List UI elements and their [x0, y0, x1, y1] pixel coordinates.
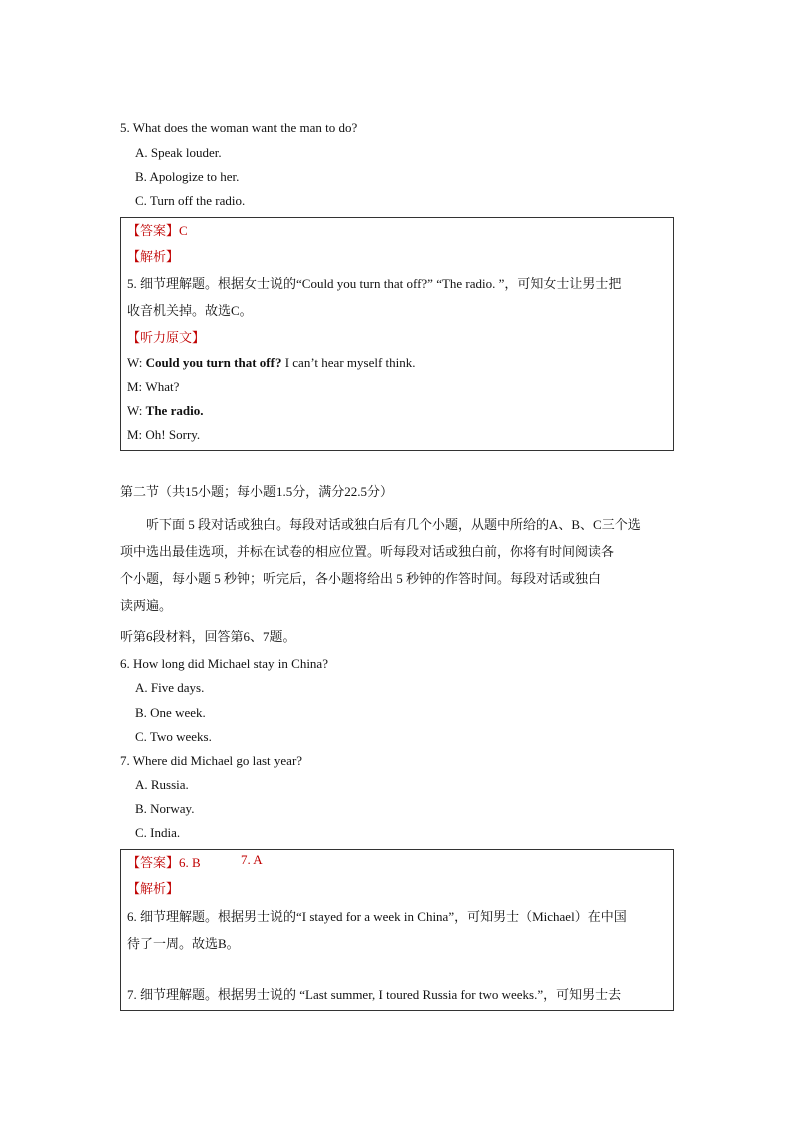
q5-option-b: B. Apologize to her.: [135, 169, 240, 184]
answer-label: 【答案】: [127, 855, 180, 870]
instruction-line: 个小题，每小题 5 秒钟；听完后，各小题将给出 5 秒钟的作答时间。每段对话或独白: [120, 571, 602, 586]
analysis-line: 5. 细节理解题。根据女士说的“Could you turn that off?” “The radio. ”，可知女士让男士把: [127, 276, 622, 291]
q6-option-b: B. One week.: [135, 705, 206, 720]
instruction-line: 读两遍。: [120, 598, 173, 613]
answer-value: C: [179, 223, 188, 238]
question-7-stem: 7. Where did Michael go last year?: [120, 753, 303, 768]
question-5-stem: 5. What does the woman want the man to do?: [120, 120, 358, 135]
speaker: W:: [127, 355, 143, 370]
section-heading: 第二节（共15小题；每小题1.5分，满分22.5分）: [120, 484, 394, 499]
answer-value: 6. B: [179, 855, 201, 870]
transcript-line: [127, 403, 203, 419]
text: I can’t hear myself think.: [281, 355, 416, 370]
answer-line: [127, 220, 188, 239]
transcript-label: 【听力原文】: [127, 330, 206, 345]
q6-option-a: A. Five days.: [135, 680, 205, 695]
q6-option-c: C. Two weeks.: [135, 729, 212, 744]
q5-option-c: C. Turn off the radio.: [135, 193, 246, 208]
speaker: M:: [127, 427, 143, 442]
analysis-line: 待了一周。故选B。: [127, 936, 240, 951]
transcript-line: [127, 379, 179, 395]
q7-option-c: C. India.: [135, 825, 181, 840]
analysis-label: 【解析】: [127, 249, 180, 264]
q5-option-a: A. Speak louder.: [135, 145, 222, 160]
analysis-line: 6. 细节理解题。根据男士说的“I stayed for a week in China”，可知男士（Michael）在中国: [127, 909, 627, 924]
instruction-line: 项中选出最佳选项，并标在试卷的相应位置。听每段对话或独白前，你将有时间阅读各: [120, 544, 615, 559]
answer-box-q5: [120, 217, 674, 451]
text: What?: [145, 379, 180, 394]
q7-option-b: B. Norway.: [135, 801, 195, 816]
analysis-line: 7. 细节理解题。根据男士说的 “Last summer, I toured Russia for two weeks.”，可知男士去: [127, 987, 622, 1002]
analysis-line: 收音机关掉。故选C。: [127, 303, 253, 318]
answer-line: [127, 852, 201, 871]
material-note: 听第6段材料，回答第6、7题。: [120, 629, 296, 644]
text: Oh! Sorry.: [145, 427, 201, 442]
q7-option-a: A. Russia.: [135, 777, 189, 792]
instruction-line: 听下面 5 段对话或独白。每段对话或独白后有几个小题，从题中所给的A、B、C三个选: [146, 517, 641, 532]
answer-value: 7. A: [241, 852, 263, 867]
answer-box-q6-q7: [120, 849, 674, 1011]
analysis-label: 【解析】: [127, 881, 180, 896]
transcript-line: [127, 427, 200, 443]
transcript-line: [127, 355, 416, 371]
speaker: M:: [127, 379, 143, 394]
speaker: W:: [127, 403, 143, 418]
question-6-stem: 6. How long did Michael stay in China?: [120, 656, 328, 671]
bold-text: The radio.: [145, 403, 204, 418]
bold-text: Could you turn that off?: [145, 355, 282, 370]
answer-label: 【答案】: [127, 223, 180, 238]
